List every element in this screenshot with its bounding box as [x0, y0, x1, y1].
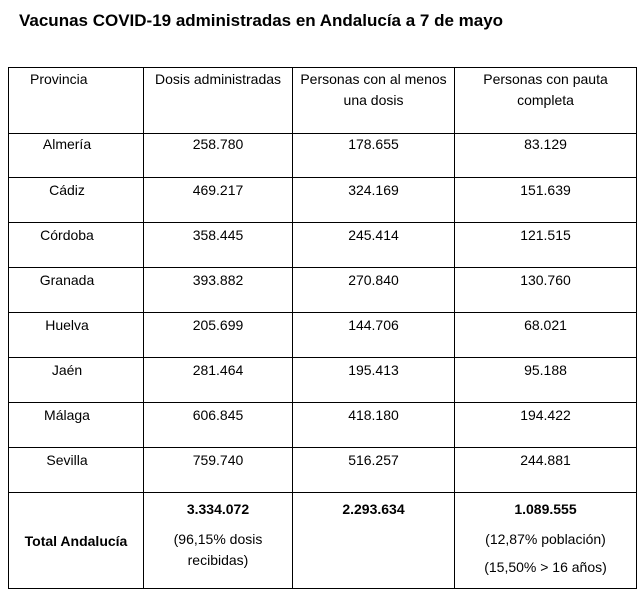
total-pauta-note-1: (12,87% población): [485, 531, 606, 547]
header-dosis: Dosis administradas: [144, 68, 293, 134]
table-row: [9, 223, 637, 268]
cell-dosis: 469.217: [144, 178, 293, 223]
page-title: Vacunas COVID-19 administradas en Andalucía a 7 de mayo: [19, 11, 504, 30]
header-una-dosis: Personas con al menos una dosis: [293, 68, 455, 134]
cell-provincia: [9, 134, 144, 178]
table-header-row: [9, 68, 637, 134]
cell-dosis: 281.464: [144, 358, 293, 403]
total-dosis: 3.334.072: [186, 501, 250, 517]
cell-pauta: 151.639: [455, 178, 637, 223]
cell-pauta: 83.129: [455, 134, 637, 178]
cell-provincia: [9, 448, 144, 493]
total-pauta: 1.089.555: [514, 501, 577, 517]
cell-pauta: 121.515: [455, 223, 637, 268]
provincia-name: Málaga: [44, 407, 90, 423]
total-label: Total Andalucía: [9, 493, 144, 589]
table-row: [9, 134, 637, 178]
table-row: [9, 268, 637, 313]
cell-pauta: 95.188: [455, 358, 637, 403]
cell-dosis: 258.780: [144, 134, 293, 178]
provincia-name: Jaén: [51, 362, 83, 378]
cell-provincia: [9, 358, 144, 403]
cell-pauta: 68.021: [455, 313, 637, 358]
provincia-name: Huelva: [45, 317, 89, 333]
cell-una-dosis: 324.169: [293, 178, 455, 223]
cell-una-dosis: 178.655: [293, 134, 455, 178]
total-dosis-note: (96,15% dosis recibidas): [173, 531, 263, 568]
cell-una-dosis: 144.706: [293, 313, 455, 358]
total-dosis-cell: [144, 493, 293, 589]
total-una-dosis: 2.293.634: [342, 501, 405, 517]
vaccines-table: [8, 67, 637, 589]
provincia-name: Granada: [39, 272, 95, 288]
cell-una-dosis: 516.257: [293, 448, 455, 493]
table-total-row: [9, 493, 637, 589]
provincia-name: Almería: [42, 136, 92, 152]
cell-dosis: 606.845: [144, 403, 293, 448]
cell-pauta: 244.881: [455, 448, 637, 493]
cell-provincia: [9, 223, 144, 268]
total-pauta-cell: [455, 493, 637, 589]
provincia-name: Córdoba: [40, 227, 94, 243]
cell-provincia: [9, 178, 144, 223]
header-pauta: Personas con pauta completa: [455, 68, 637, 134]
cell-una-dosis: 245.414: [293, 223, 455, 268]
cell-provincia: [9, 403, 144, 448]
cell-dosis: 393.882: [144, 268, 293, 313]
cell-provincia: [9, 268, 144, 313]
table-row: [9, 403, 637, 448]
cell-una-dosis: 195.413: [293, 358, 455, 403]
table-row: [9, 358, 637, 403]
total-una-dosis-cell: [293, 493, 455, 589]
header-provincia: Provincia: [9, 68, 144, 134]
cell-una-dosis: 418.180: [293, 403, 455, 448]
provincia-name: Cádiz: [49, 182, 85, 198]
cell-pauta: 130.760: [455, 268, 637, 313]
cell-una-dosis: 270.840: [293, 268, 455, 313]
table-row: [9, 178, 637, 223]
table-row: [9, 448, 637, 493]
provincia-name: Sevilla: [46, 452, 88, 468]
total-pauta-note-2: (15,50% > 16 años): [484, 559, 607, 575]
cell-provincia: [9, 313, 144, 358]
table-row: [9, 313, 637, 358]
cell-dosis: 358.445: [144, 223, 293, 268]
cell-dosis: 759.740: [144, 448, 293, 493]
cell-pauta: 194.422: [455, 403, 637, 448]
cell-dosis: 205.699: [144, 313, 293, 358]
